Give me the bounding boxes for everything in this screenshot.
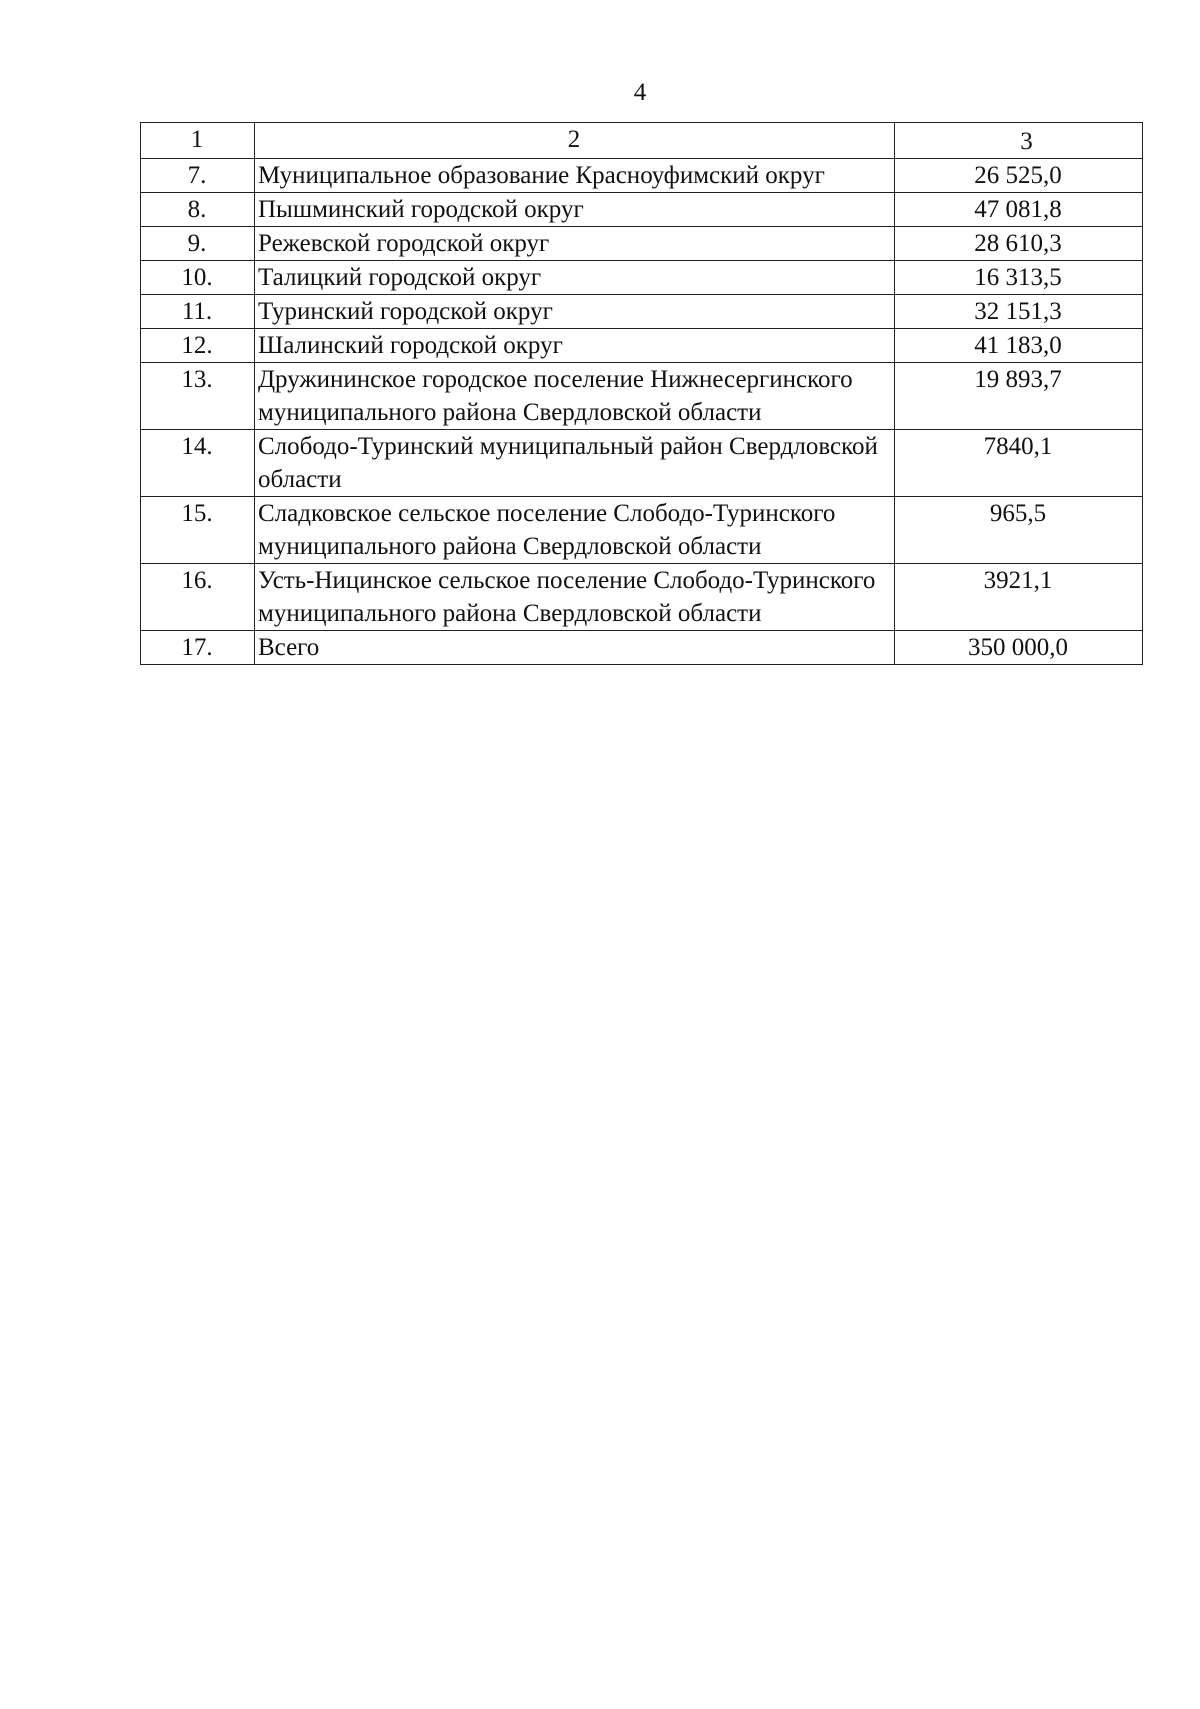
table-row bbox=[141, 193, 1143, 227]
table-row bbox=[141, 261, 1143, 295]
header-cell-value: 3 bbox=[895, 123, 1143, 159]
row-name: Всего bbox=[255, 631, 895, 665]
row-value: 7840,1 bbox=[895, 430, 1143, 497]
table-total-row bbox=[141, 631, 1143, 665]
table-row bbox=[141, 159, 1143, 193]
row-value: 28 610,3 bbox=[895, 227, 1143, 261]
table-header-row bbox=[141, 123, 1143, 159]
table-row bbox=[141, 295, 1143, 329]
row-name: Пышминский городской округ bbox=[255, 193, 895, 227]
row-number: 10. bbox=[141, 261, 255, 295]
header-cell-name: 2 bbox=[255, 123, 895, 159]
allocation-table bbox=[140, 122, 1143, 665]
total-value: 350 000,0 bbox=[895, 631, 1143, 665]
row-number: 14. bbox=[141, 430, 255, 497]
row-number: 11. bbox=[141, 295, 255, 329]
table-row bbox=[141, 329, 1143, 363]
row-name: Шалинский городской округ bbox=[255, 329, 895, 363]
row-value: 41 183,0 bbox=[895, 329, 1143, 363]
header-cell-number: 1 bbox=[141, 123, 255, 159]
row-value: 965,5 bbox=[895, 497, 1143, 564]
row-value: 47 081,8 bbox=[895, 193, 1143, 227]
row-number: 12. bbox=[141, 329, 255, 363]
row-name: Туринский городской округ bbox=[255, 295, 895, 329]
row-value: 32 151,3 bbox=[895, 295, 1143, 329]
row-number: 15. bbox=[141, 497, 255, 564]
row-name: Режевской городской округ bbox=[255, 227, 895, 261]
row-value: 3921,1 bbox=[895, 564, 1143, 631]
row-name: Дружининское городское поселение Нижнесергинского муниципального района Свердловской области bbox=[255, 363, 895, 430]
row-value: 16 313,5 bbox=[895, 261, 1143, 295]
row-number: 17. bbox=[141, 631, 255, 665]
table-row bbox=[141, 227, 1143, 261]
table-row bbox=[141, 363, 1143, 430]
row-number: 8. bbox=[141, 193, 255, 227]
page-number: 4 bbox=[633, 79, 647, 106]
row-name: Талицкий городской округ bbox=[255, 261, 895, 295]
row-name: Сладковское сельское поселение Слободо-Туринского муниципального района Свердловской области bbox=[255, 497, 895, 564]
row-number: 9. bbox=[141, 227, 255, 261]
row-name: Слободо-Туринский муниципальный район Свердловской области bbox=[255, 430, 895, 497]
row-number: 13. bbox=[141, 363, 255, 430]
table-row bbox=[141, 497, 1143, 564]
table-row bbox=[141, 430, 1143, 497]
row-value: 26 525,0 bbox=[895, 159, 1143, 193]
row-name: Усть-Ницинское сельское поселение Слободо-Туринского муниципального района Свердловской области bbox=[255, 564, 895, 631]
table-row bbox=[141, 564, 1143, 631]
row-value: 19 893,7 bbox=[895, 363, 1143, 430]
row-name: Муниципальное образование Красноуфимский округ bbox=[255, 159, 895, 193]
row-number: 7. bbox=[141, 159, 255, 193]
row-number: 16. bbox=[141, 564, 255, 631]
